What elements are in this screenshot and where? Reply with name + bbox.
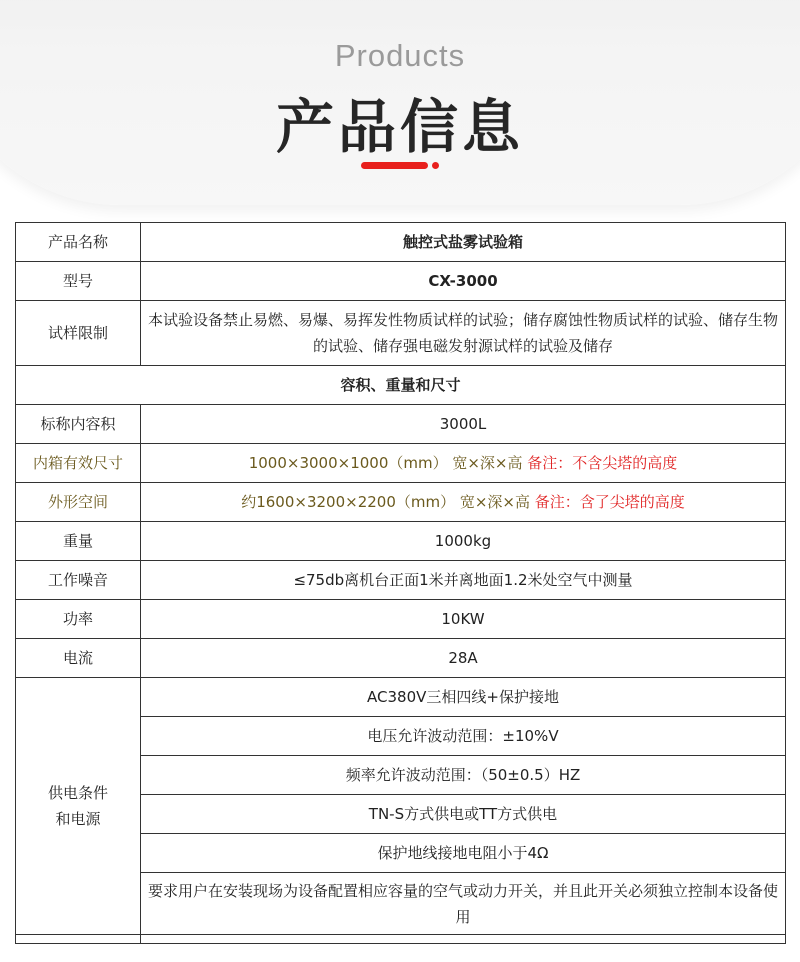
row-value: ≤75db离机台正面1米并离地面1.2米处空气中测量 [141,561,786,600]
title-en: Products [334,38,466,73]
row-label: 功率 [16,600,141,639]
supply-item: 电压允许波动范围：±10%V [141,717,786,756]
title-underline-dot [432,162,439,169]
row-value: 3000L [141,405,786,444]
row-value: 1000kg [141,522,786,561]
supply-item: 保护地线接地电阻小于4Ω [141,834,786,873]
table-row [16,444,786,483]
table-row [16,223,786,262]
section-title: 容积、重量和尺寸 [16,366,786,405]
dimension-value: 1000×3000×1000（mm） 宽×深×高 [248,454,523,472]
table-row [16,483,786,522]
table-row [16,522,786,561]
supply-item: 要求用户在安装现场为设备配置相应容量的空气或动力开关，并且此开关必须独立控制本设备使用 [141,873,786,935]
row-value [141,444,786,483]
table-row [16,600,786,639]
row-label: 重量 [16,522,141,561]
table-row-partial [16,935,786,944]
header-banner [0,0,800,215]
table-row [16,262,786,301]
row-label: 产品名称 [16,223,141,262]
supply-item: AC380V三相四线+保护接地 [141,678,786,717]
row-value [141,483,786,522]
row-value: 28A [141,639,786,678]
row-label: 型号 [16,262,141,301]
row-value: 10KW [141,600,786,639]
section-row [16,366,786,405]
title-cn: 产品信息 [275,93,524,161]
row-label: 外形空间 [16,483,141,522]
dimension-note: 备注：含了尖塔的高度 [534,493,685,511]
table-row [16,561,786,600]
row-label: 标称内容积 [16,405,141,444]
dimension-note: 备注：不含尖塔的高度 [527,454,678,472]
row-value: 触控式盐雾试验箱 [141,223,786,262]
partial-cell [16,935,141,944]
table-row [16,301,786,366]
row-value: 本试验设备禁止易燃、易爆、易挥发性物质试样的试验；储存腐蚀性物质试样的试验、储存生物的试验、储存强电磁发射源试样的试验及储存 [141,301,786,366]
spec-table [15,222,786,944]
row-label: 电流 [16,639,141,678]
row-value: CX-3000 [141,262,786,301]
partial-cell [141,935,786,944]
supply-item: TN-S方式供电或TT方式供电 [141,795,786,834]
supply-item: 频率允许波动范围：（50±0.5）HZ [141,756,786,795]
table-row [16,405,786,444]
table-row [16,639,786,678]
row-label: 工作噪音 [16,561,141,600]
dimension-value: 约1600×3200×2200（mm） 宽×深×高 [241,493,530,511]
supply-label-line: 和电源 [55,810,101,828]
row-label: 内箱有效尺寸 [16,444,141,483]
table-row [16,678,786,717]
row-label: 试样限制 [16,301,141,366]
title-underline [361,162,428,169]
supply-label-line: 供电条件 [47,784,108,802]
supply-label [16,678,141,935]
